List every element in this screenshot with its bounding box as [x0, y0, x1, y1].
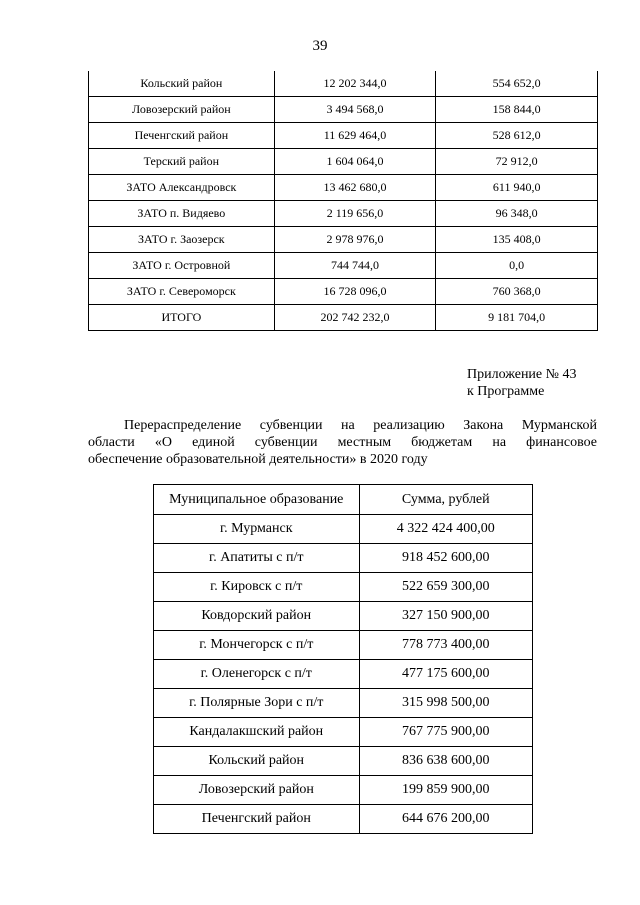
table-row: [154, 805, 533, 834]
municipality-cell: ЗАТО п. Видяево: [89, 201, 275, 227]
municipality-cell: Печенгский район: [89, 123, 275, 149]
heading-line: Перераспределение субвенции на реализацию Закона Мурманской: [124, 418, 597, 433]
sum-cell: 327 150 900,00: [359, 602, 532, 631]
municipality-cell: Кольский район: [89, 71, 275, 97]
amount-cell: 12 202 344,0: [274, 71, 436, 97]
amount-cell: 72 912,0: [436, 149, 598, 175]
table-row: [154, 631, 533, 660]
sum-cell: 644 676 200,00: [359, 805, 532, 834]
sum-cell: 315 998 500,00: [359, 689, 532, 718]
municipality-cell: Ковдорский район: [154, 602, 360, 631]
total-row: [89, 305, 598, 331]
amount-cell: 3 494 568,0: [274, 97, 436, 123]
municipality-cell: г. Кировск с п/т: [154, 573, 360, 602]
municipality-cell: г. Апатиты с п/т: [154, 544, 360, 573]
municipality-cell: г. Мурманск: [154, 515, 360, 544]
municipality-cell: Ловозерский район: [89, 97, 275, 123]
municipality-cell: г. Мончегорск с п/т: [154, 631, 360, 660]
sum-cell: 836 638 600,00: [359, 747, 532, 776]
table-row: [154, 747, 533, 776]
amount-cell: 13 462 680,0: [274, 175, 436, 201]
table-row: [154, 660, 533, 689]
total-amount-cell: 202 742 232,0: [274, 305, 436, 331]
sum-cell: 918 452 600,00: [359, 544, 532, 573]
top-table: [88, 71, 598, 331]
amount-cell: 611 940,0: [436, 175, 598, 201]
table-row: [154, 776, 533, 805]
page-number: 39: [312, 38, 328, 54]
sum-cell: 767 775 900,00: [359, 718, 532, 747]
sum-cell: 199 859 900,00: [359, 776, 532, 805]
amount-cell: 1 604 064,0: [274, 149, 436, 175]
municipality-cell: ЗАТО г. Заозерск: [89, 227, 275, 253]
appendix-label: [467, 366, 577, 400]
column-header-sum: Сумма, рублей: [359, 485, 532, 515]
table-row: [89, 97, 598, 123]
amount-cell: 760 368,0: [436, 279, 598, 305]
table-row: [89, 253, 598, 279]
municipality-cell: Терский район: [89, 149, 275, 175]
amount-cell: 2 978 976,0: [274, 227, 436, 253]
municipality-cell: г. Полярные Зори с п/т: [154, 689, 360, 718]
amount-cell: 744 744,0: [274, 253, 436, 279]
heading-line: обеспечение образовательной деятельности» в 2020 году: [88, 452, 428, 467]
table-row: [154, 689, 533, 718]
municipality-cell: Кольский район: [154, 747, 360, 776]
sum-cell: 778 773 400,00: [359, 631, 532, 660]
municipality-cell: Печенгский район: [154, 805, 360, 834]
amount-cell: 528 612,0: [436, 123, 598, 149]
sum-cell: 522 659 300,00: [359, 573, 532, 602]
municipality-cell: Ловозерский район: [154, 776, 360, 805]
sum-cell: 4 322 424 400,00: [359, 515, 532, 544]
appendix-number: Приложение № 43: [467, 367, 577, 382]
amount-cell: 11 629 464,0: [274, 123, 436, 149]
municipality-cell: г. Оленегорск с п/т: [154, 660, 360, 689]
table-header-row: [154, 485, 533, 515]
amount-cell: 158 844,0: [436, 97, 598, 123]
amount-cell: 16 728 096,0: [274, 279, 436, 305]
municipality-cell: ЗАТО Александровск: [89, 175, 275, 201]
section-heading: [88, 417, 597, 468]
amount-cell: 554 652,0: [436, 71, 598, 97]
municipality-cell: ЗАТО г. Североморск: [89, 279, 275, 305]
table-row: [89, 149, 598, 175]
table-row: [89, 227, 598, 253]
appendix-program: к Программе: [467, 384, 545, 399]
table-row: [89, 71, 598, 97]
amount-cell: 96 348,0: [436, 201, 598, 227]
subvention-table: [153, 484, 533, 834]
municipality-cell: Кандалакшский район: [154, 718, 360, 747]
amount-cell: 0,0: [436, 253, 598, 279]
table-row: [89, 279, 598, 305]
total-amount-cell: 9 181 704,0: [436, 305, 598, 331]
total-label-cell: ИТОГО: [89, 305, 275, 331]
table-row: [89, 201, 598, 227]
table-row: [154, 602, 533, 631]
table-row: [89, 175, 598, 201]
table-row: [89, 123, 598, 149]
column-header-municipality: Муниципальное образование: [154, 485, 360, 515]
heading-line: области «О единой субвенции местным бюджетам на финансовое: [88, 435, 597, 450]
sum-cell: 477 175 600,00: [359, 660, 532, 689]
municipality-cell: ЗАТО г. Островной: [89, 253, 275, 279]
table-row: [154, 515, 533, 544]
table-row: [154, 573, 533, 602]
amount-cell: 2 119 656,0: [274, 201, 436, 227]
table-row: [154, 544, 533, 573]
amount-cell: 135 408,0: [436, 227, 598, 253]
table-row: [154, 718, 533, 747]
